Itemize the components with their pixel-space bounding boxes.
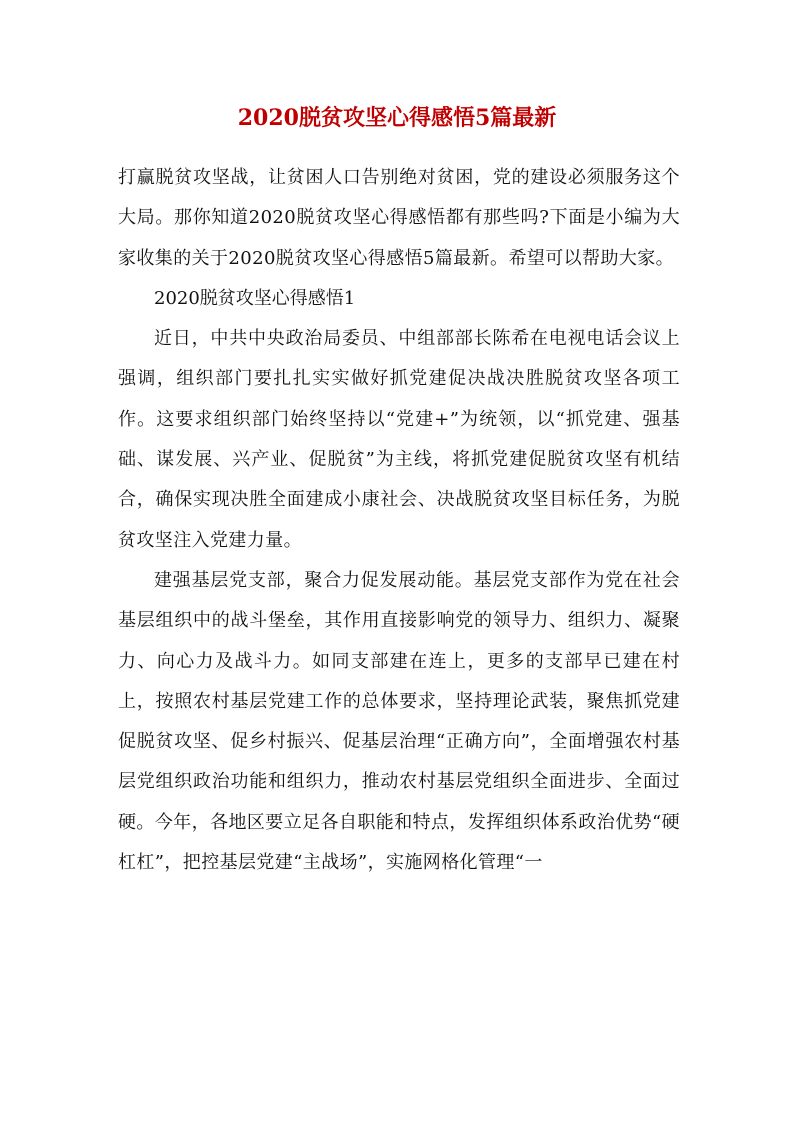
intro-paragraph: 打赢脱贫攻坚战，让贫困人口告别绝对贫困，党的建设必须服务这个大局。那你知道2020脱贫攻坚心得感悟都有那些吗?下面是小编为大家收集的关于2020脱贫攻坚心得感悟5篇最新。希望可以帮助大家。 bbox=[118, 167, 680, 269]
document-body bbox=[118, 158, 680, 883]
section-heading: 2020脱贫攻坚心得感悟1 bbox=[154, 287, 356, 309]
document-title: 2020脱贫攻坚心得感悟5篇最新 bbox=[237, 105, 557, 131]
body-paragraph: 近日，中共中央政治局委员、中组部部长陈希在电视电话会议上强调，组织部门要扎扎实实做好抓党建促决战决胜脱贫攻坚各项工作。这要求组织部门始终坚持以“党建+”为统领，以“抓党建、强基础、谋发展、兴产业、促脱贫”为主线，将抓党建促脱贫攻坚有机结合，确保实现决胜全面建成小康社会、决战脱贫攻坚目标任务，为脱贫攻坚注入党建力量。 bbox=[118, 328, 680, 551]
body-paragraph: 建强基层党支部，聚合力促发展动能。基层党支部作为党在社会基层组织中的战斗堡垒，其作用直接影响党的领导力、组织力、凝聚力、向心力及战斗力。如同支部建在连上，更多的支部早已建在村上，按照农村基层党建工作的总体要求，坚持理论武装，聚焦抓党建促脱贫攻坚、促乡村振兴、促基层治理“正确方向”，全面增强农村基层党组织政治功能和组织力，推动农村基层党组织全面进步、全面过硬。今年，各地区要立足各自职能和特点，发挥组织体系政治优势“硬杠杠”，把控基层党建“主战场”，实施网格化管理“一 bbox=[118, 569, 680, 874]
